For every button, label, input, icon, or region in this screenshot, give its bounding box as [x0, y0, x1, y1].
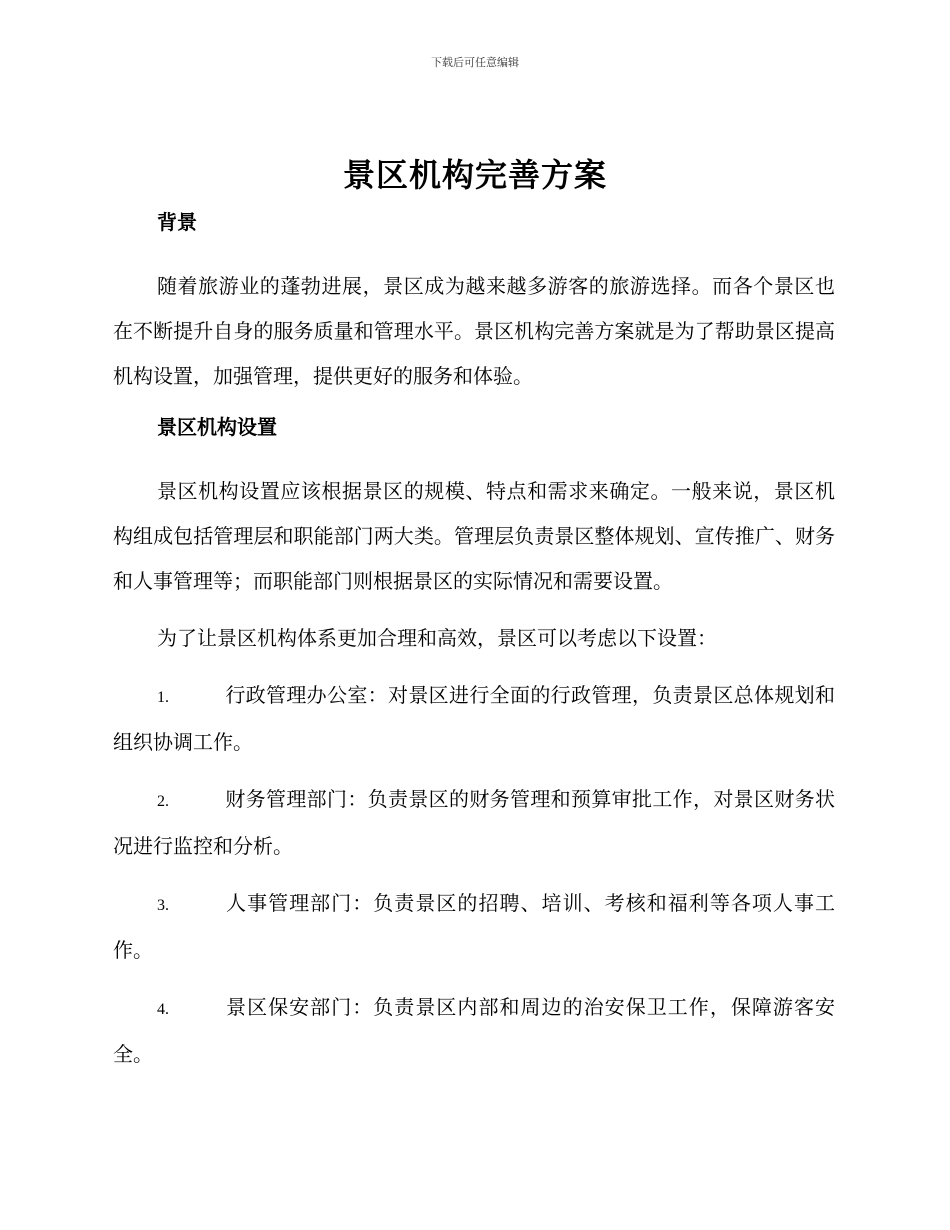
paragraph-structure: 景区机构设置应该根据景区的规模、特点和需求来确定。一般来说，景区机构组成包括管理层和职能部门两大类。管理层负责景区整体规划、宣传推广、财务和人事管理等；而职能部门则根据景区的实际情况和需要设置。 [113, 479, 835, 593]
section-heading-structure: 景区机构设置 [157, 415, 277, 439]
list-number: 2. [157, 793, 169, 810]
document-title: 景区机构完善方案 [342, 156, 607, 194]
list-number: 1. [157, 689, 169, 706]
section-heading-background: 背景 [157, 210, 197, 234]
list-item [113, 777, 835, 869]
list-text: 财务管理部门：负责景区的财务管理和预算审批工作，对景区财务状况进行监控和分析。 [113, 787, 835, 858]
list-text: 行政管理办公室：对景区进行全面的行政管理，负责景区总体规划和组织协调工作。 [113, 683, 835, 754]
list-text: 景区保安部门：负责景区内部和周边的治安保卫工作，保障游客安全。 [113, 995, 835, 1066]
paragraph-intro-list: 为了让景区机构体系更加合理和高效，景区可以考虑以下设置： [157, 626, 717, 650]
list-text: 人事管理部门：负责景区的招聘、培训、考核和福利等各项人事工作。 [113, 891, 835, 962]
list-item [113, 881, 835, 973]
list-item [113, 673, 835, 765]
list-number: 4. [157, 1001, 169, 1018]
list-number: 3. [157, 897, 169, 914]
header-note: 下载后可任意编辑 [431, 56, 519, 69]
paragraph-background: 随着旅游业的蓬勃进展，景区成为越来越多游客的旅游选择。而各个景区也在不断提升自身的服务质量和管理水平。景区机构完善方案就是为了帮助景区提高机构设置，加强管理，提供更好的服务和体验。 [113, 274, 835, 388]
document-body [113, 206, 835, 1077]
list-item [113, 985, 835, 1077]
